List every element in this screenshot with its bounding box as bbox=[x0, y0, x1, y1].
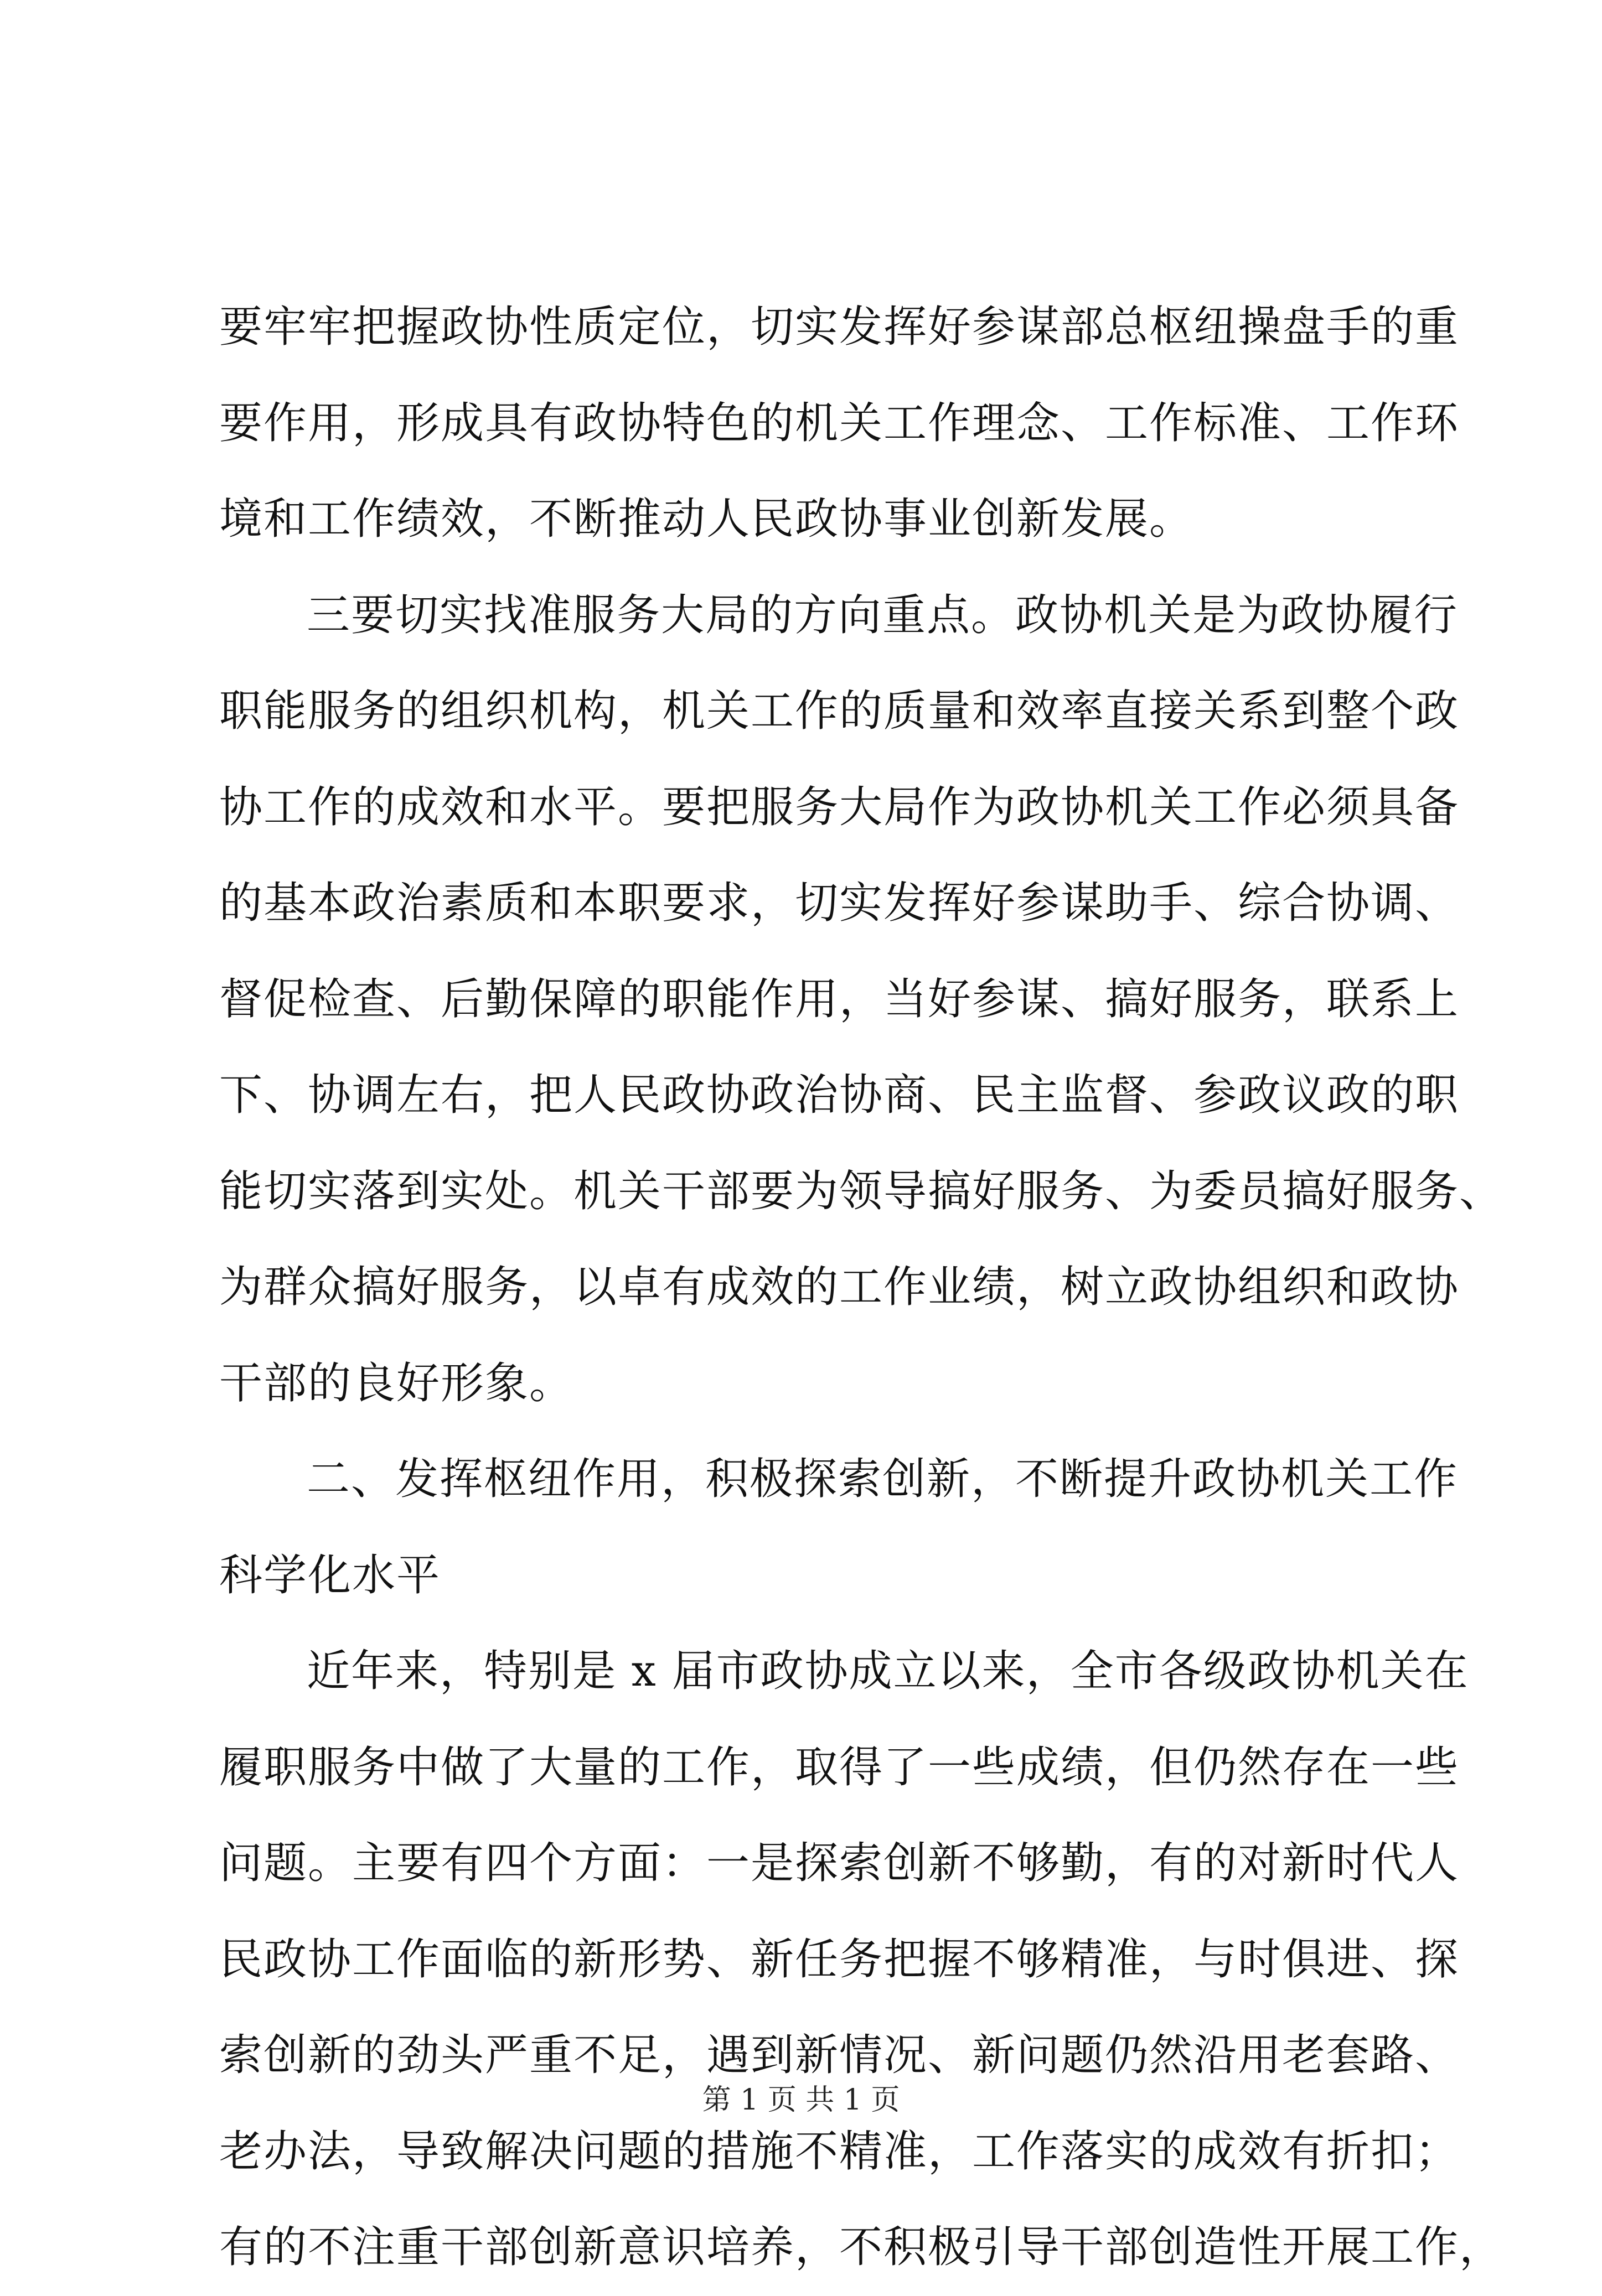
text-line-11: 为群众搞好服务，以卓有成效的工作业绩，树立政协组织和政协 bbox=[219, 1262, 1460, 1312]
text-line-12: 干部的良好形象。 bbox=[219, 1358, 574, 1408]
document-body bbox=[219, 279, 1504, 2296]
text-line-18: 民政协工作面临的新形势、新任务把握不够精准，与时俱进、探 bbox=[219, 1934, 1460, 1984]
section-heading-line-1: 二、发挥枢纽作用，积极探索创新，不断提升政协机关工作 bbox=[307, 1454, 1459, 1504]
text-line-2: 要作用，形成具有政协特色的机关工作理念、工作标准、工作环 bbox=[219, 398, 1460, 448]
text-line-21: 有的不注重干部创新意识培养，不积极引导干部创造性开展工作， bbox=[219, 2222, 1504, 2272]
text-line-15: 近年来，特别是 x 届市政协成立以来，全市各级政协机关在 bbox=[307, 1646, 1469, 1696]
text-line-8: 督促检查、后勤保障的职能作用，当好参谋、搞好服务，联系上 bbox=[219, 974, 1460, 1024]
text-line-19: 索创新的劲头严重不足，遇到新情况、新问题仍然沿用老套路、 bbox=[219, 2030, 1460, 2080]
text-line-7: 的基本政治素质和本职要求，切实发挥好参谋助手、综合协调、 bbox=[219, 878, 1460, 928]
text-line-5: 职能服务的组织机构，机关工作的质量和效率直接关系到整个政 bbox=[219, 686, 1460, 736]
section-heading-line-2: 科学化水平 bbox=[219, 1550, 441, 1600]
text-line-4: 三要切实找准服务大局的方向重点。政协机关是为政协履行 bbox=[307, 590, 1459, 640]
text-line-17: 问题。主要有四个方面：一是探索创新不够勤，有的对新时代人 bbox=[219, 1838, 1460, 1888]
text-line-6: 协工作的成效和水平。要把服务大局作为政协机关工作必须具备 bbox=[219, 782, 1460, 832]
text-line-1: 要牢牢把握政协性质定位，切实发挥好参谋部总枢纽操盘手的重 bbox=[219, 302, 1460, 352]
text-line-20: 老办法，导致解决问题的措施不精准，工作落实的成效有折扣； bbox=[219, 2126, 1460, 2176]
page-number-footer: 第 1 页 共 1 页 bbox=[702, 2083, 900, 2117]
text-line-3: 境和工作绩效，不断推动人民政协事业创新发展。 bbox=[219, 494, 1194, 544]
text-line-10: 能切实落到实处。机关干部要为领导搞好服务、为委员搞好服务、 bbox=[219, 1166, 1504, 1216]
text-line-16: 履职服务中做了大量的工作，取得了一些成绩，但仍然存在一些 bbox=[219, 1742, 1460, 1792]
text-line-9: 下、协调左右，把人民政协政治协商、民主监督、参政议政的职 bbox=[219, 1070, 1460, 1120]
